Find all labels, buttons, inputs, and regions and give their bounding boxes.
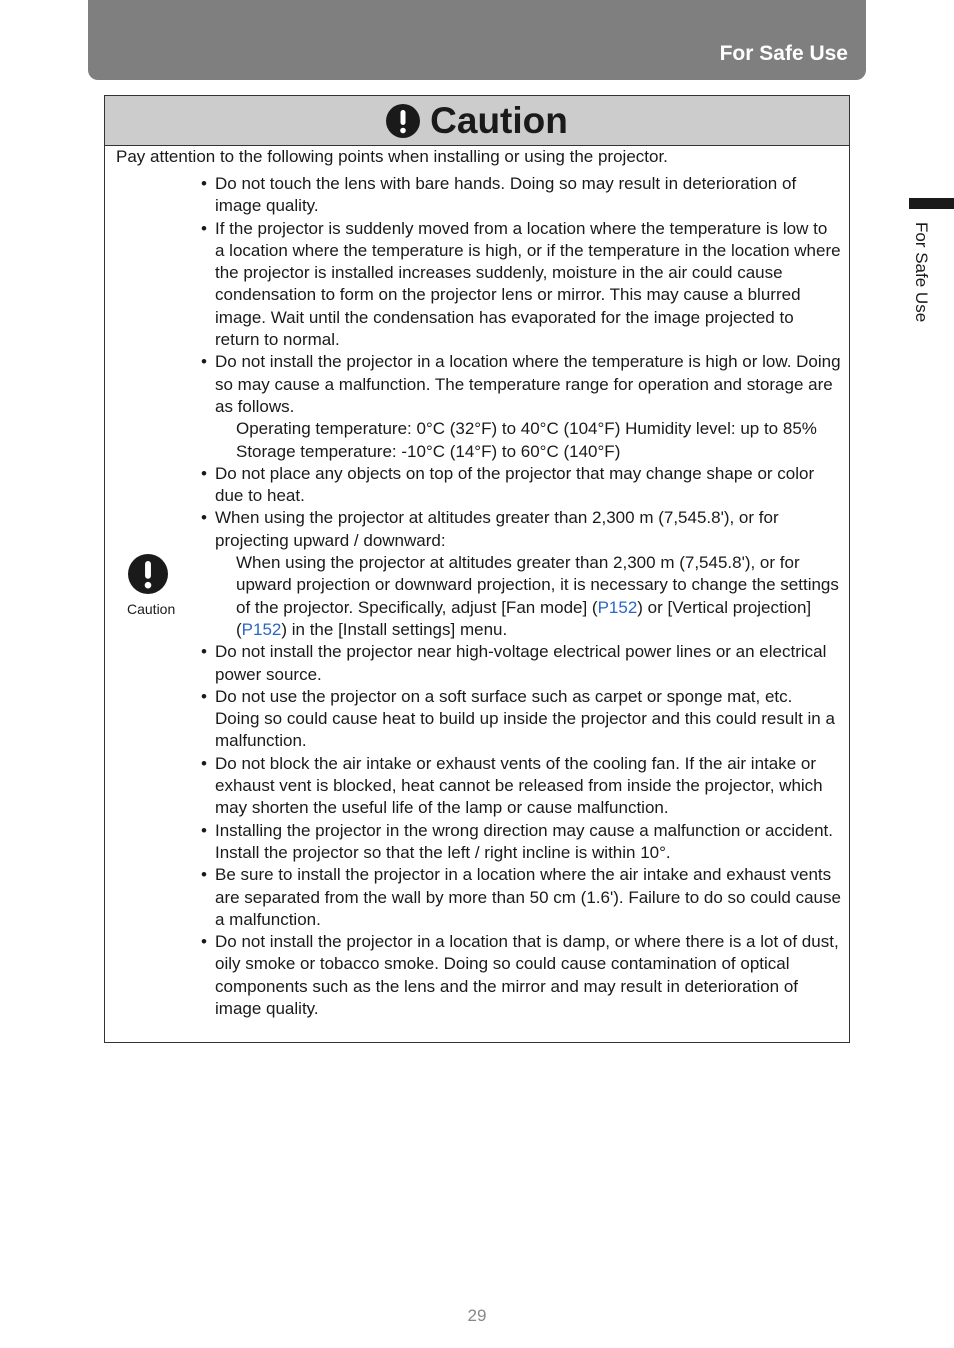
fan-mode-page-link[interactable]: P152 (597, 597, 638, 617)
list-item (201, 351, 841, 462)
section-title: For Safe Use (719, 42, 848, 65)
altitude-note-text-c: ) in the [Install settings] menu. (281, 619, 508, 639)
side-tab-marker (909, 198, 954, 209)
list-item-text: If the projector is suddenly moved from a location where the temperature is low to a location where the temperature is high, or if the temperature in the location where the projector is installed increases suddenly, moisture in the air could cause condensation to form on the projector lens or mirror. This may cause a blurred image. Wait until the condensation has evaporated for the image projected to return to normal. (215, 218, 841, 350)
caution-title: Caution (430, 99, 568, 141)
list-item-text: When using the projector at altitudes greater than 2,300 m (7,545.8'), or for projecting upward / downward: (215, 508, 779, 550)
page-number: 29 (467, 1306, 487, 1325)
caution-side-icon (127, 554, 176, 617)
list-item-text: Be sure to install the projector in a location where the air intake and exhaust vents are separated from the wall by more than 50 cm (1.6'). Failure to do so could cause a malfunction. (215, 865, 841, 929)
caution-header (105, 96, 849, 146)
list-item-text: Do not install the projector in a location where the temperature is high or low. Doing so may cause a malfunction. The temperature range for operation and storage are as follows. (215, 352, 841, 416)
list-item-text: Do not use the projector on a soft surface such as carpet or sponge mat, etc. Doing so could cause heat to build up inside the projector and this could result in a malfunction. (215, 686, 835, 751)
caution-list (201, 173, 841, 1020)
list-item (201, 507, 841, 641)
list-item-text: Do not install the projector near high-voltage electrical power lines or an electrical power source. (215, 642, 827, 684)
list-item-text: Do not place any objects on top of the projector that may change shape or color due to heat. (215, 463, 815, 506)
list-item (201, 864, 841, 931)
list-item (201, 173, 841, 218)
caution-intro: Pay attention to the following points when installing or using the projector. (116, 147, 668, 166)
list-item (201, 641, 841, 686)
list-item (201, 686, 841, 753)
list-item-text: Do not touch the lens with bare hands. Doing so may result in deterioration of image quality. (215, 174, 797, 216)
altitude-note-text-b: ) or [Vertical projection] ( (236, 597, 812, 639)
list-item (201, 463, 841, 508)
altitude-note (215, 552, 841, 641)
side-tab-label: For Safe Use (912, 222, 931, 323)
operating-temperature: Operating temperature: 0°C (32°F) to 40°C (104°F) Humidity level: up to 85% (236, 419, 817, 439)
list-item (201, 931, 841, 1020)
altitude-note-text-a: When using the projector at altitudes greater than 2,300 m (7,545.8'), or for upward projection or downward projection, it is necessary to change the settings of the projector. Specifically, adjust [Fan mode] ( (236, 553, 839, 617)
list-item-text: Do not block the air intake or exhaust vents of the cooling fan. If the air intake or exhaust vent is blocked, heat cannot be released from inside the projector, which may shorten the useful life of the lamp or cause malfunction. (215, 753, 823, 818)
list-item-text: Installing the projector in the wrong direction may cause a malfunction or accident. Install the projector so that the left / right incline is within 10°. (215, 820, 833, 862)
header-bar (88, 0, 866, 80)
caution-icon-label: Caution (127, 601, 176, 617)
caution-box (104, 95, 850, 1043)
list-item (201, 218, 841, 352)
vertical-projection-page-link[interactable]: P152 (241, 619, 282, 639)
list-item (201, 753, 841, 820)
list-item-text: Do not install the projector in a location that is damp, or where there is a lot of dust, oily smoke or tobacco smoke. Doing so could cause contamination of optical components such as the lens and the mirror and may result in deterioration of image quality. (215, 932, 839, 1018)
storage-temperature: Storage temperature: -10°C (14°F) to 60°C (140°F) (236, 441, 621, 461)
exclamation-circle-icon (128, 554, 168, 594)
exclamation-circle-icon (386, 104, 420, 138)
list-item (201, 820, 841, 865)
